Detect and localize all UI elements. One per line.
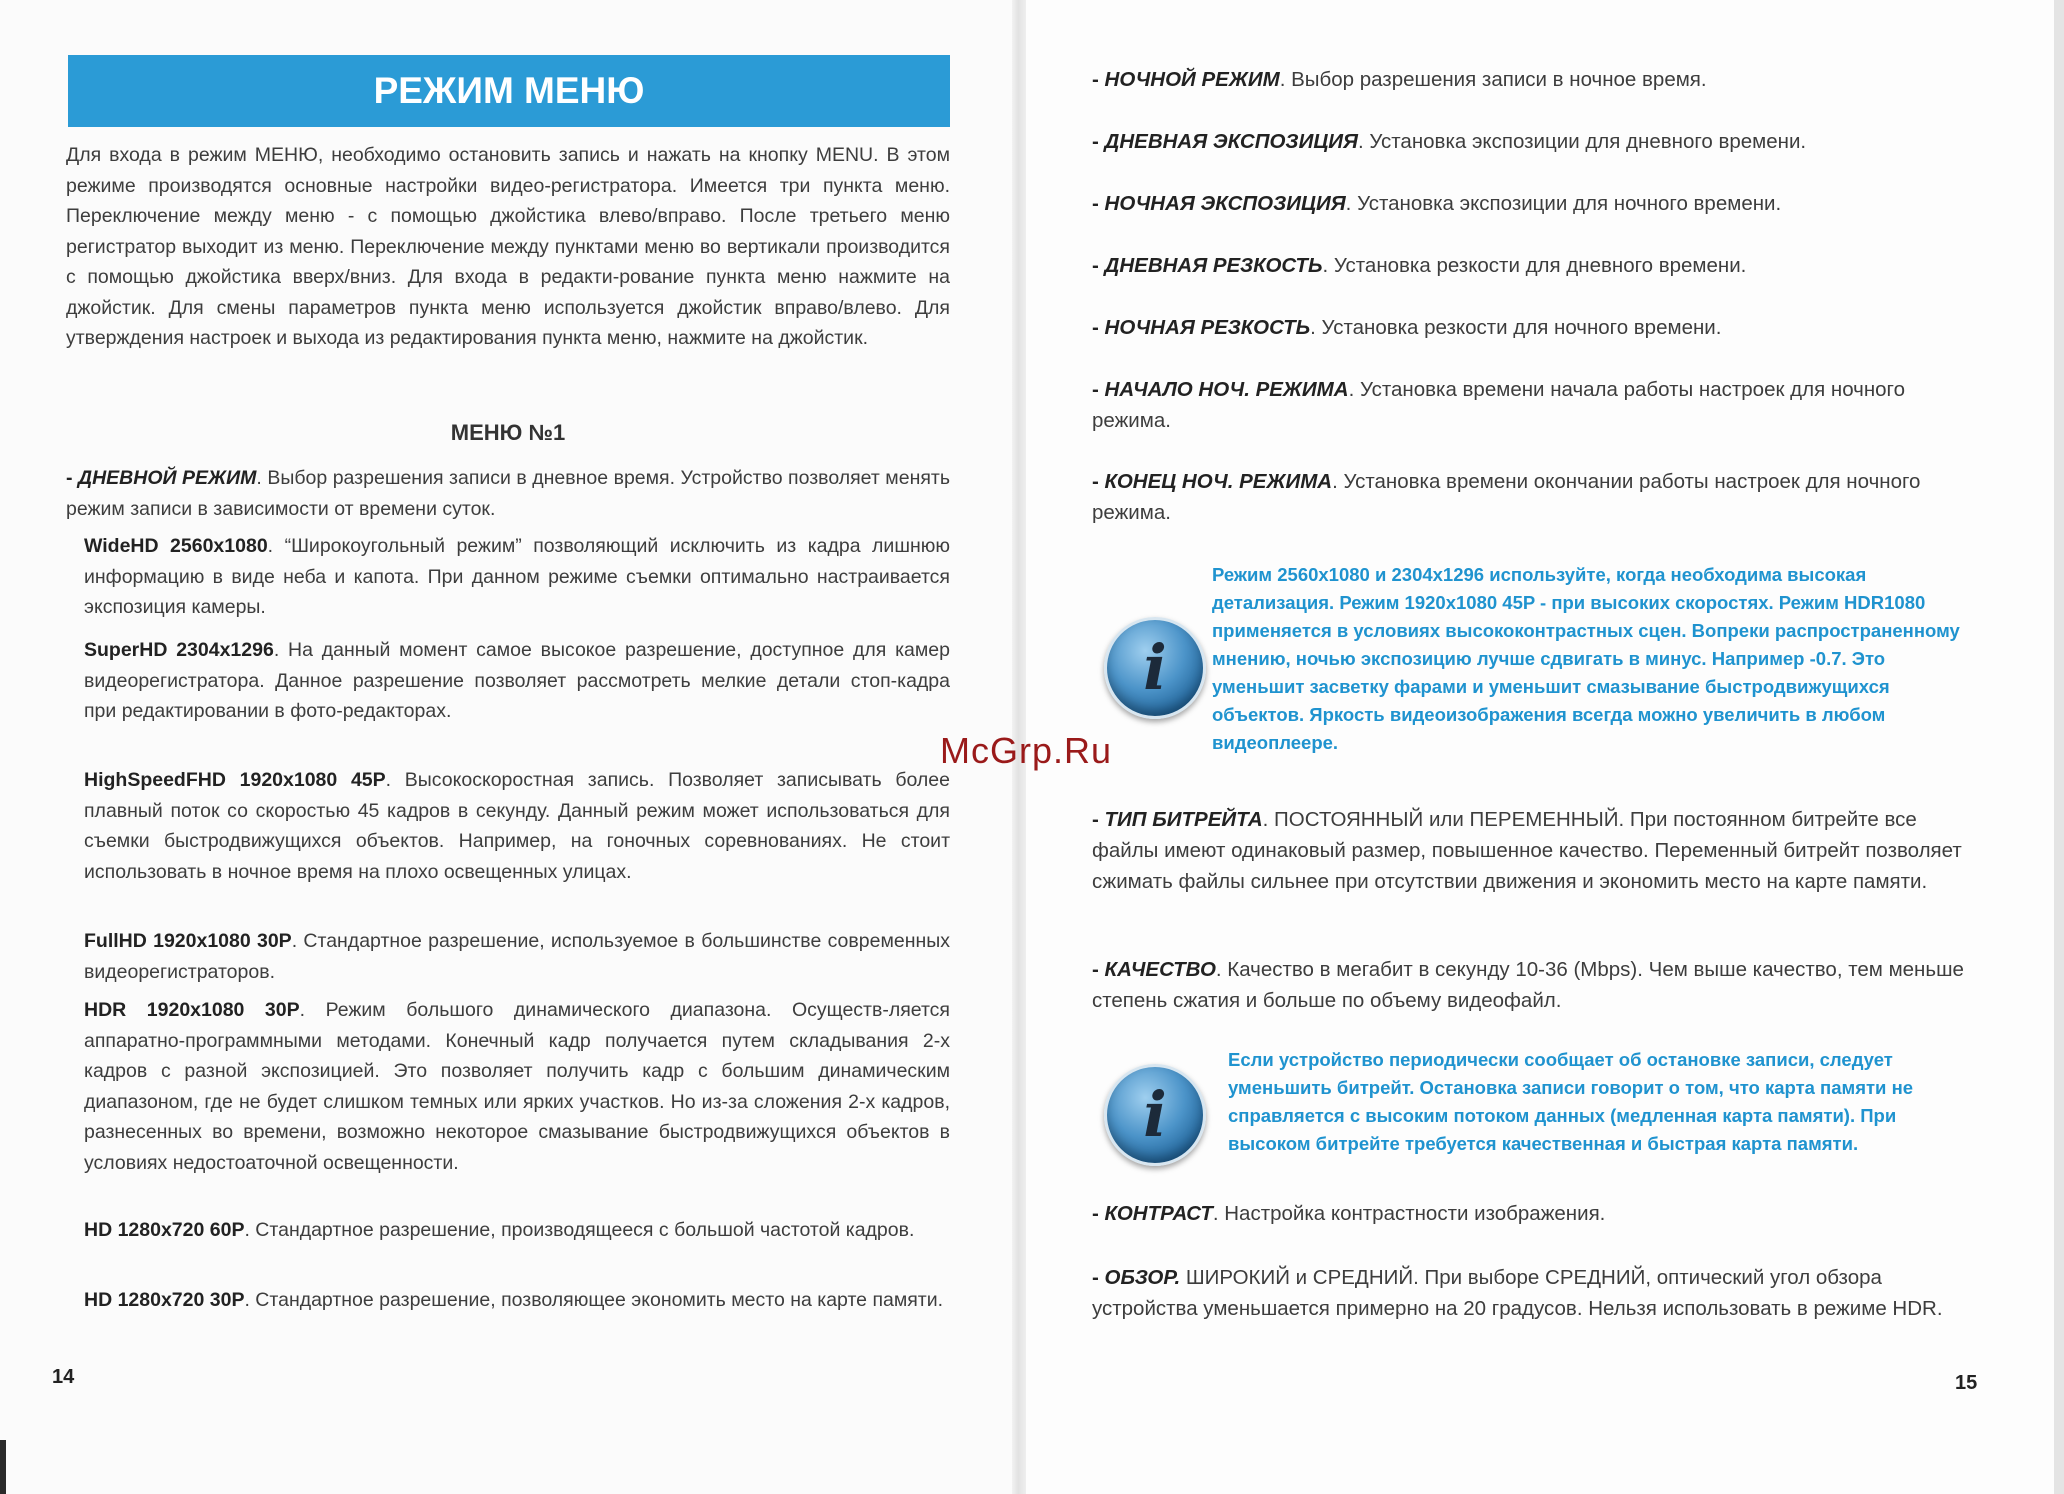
setting-text: . Установка времени начала работы настроек для ночного режима. (1092, 378, 1905, 432)
setting-night-mode (1092, 64, 1976, 95)
info-glyph: i (1143, 631, 1167, 704)
bullet-dash: - (1092, 470, 1105, 493)
info-note-resolution: Режим 2560x1080 и 2304x1296 используйте, когда необходима высокая детализация. Режим 1920x1080 45P - при высоких скоростях. Режим HDR1080 применяется в условиях высококонтрастных сцен. Вопреки распространенному мнению, ночью экспозицию лучше сдвигать в минус. Например -0.7. Это уменьшит засветку фарами и уменьшит смазывание быстродвижущихся объектов. Яркость видеоизображения всегда можно увеличить в любом видеоплеере. (1212, 564, 1960, 753)
mode-text: . Режим большого динамического диапазона. Осуществ-ляется аппаратно-программными методами. Конечный кадр получается путем складывания 2-х кадров с разной экспозицией. Это позволяет получить кадр с большим динамическим диапазоном, где не будет слишком темных или ярких участков. Но из-за сложения 2-х кадров, разнесенных во времени, возможно некоторое смазывание быстродвижущихся объектов в условиях недостоаточной освещенности. (84, 999, 950, 1174)
setting-text: . Качество в мегабит в секунду 10-36 (Mbps). Чем выше качество, тем меньше степень сжатия и больше по объему видеофайл. (1092, 958, 1964, 1012)
setting-bitrate-type (1092, 804, 1976, 897)
day-mode-text: . Выбор разрешения записи в дневное время. Устройство позволяет менять режим записи в зависимости от времени суток. (66, 467, 950, 520)
mode-name: WideHD 2560x1080 (84, 535, 268, 557)
mode-name: SuperHD 2304x1296 (84, 639, 274, 661)
setting-night-exposure (1092, 188, 1976, 219)
info-glyph: i (1143, 1078, 1167, 1151)
setting-text: . Выбор разрешения записи в ночное время. (1279, 68, 1707, 91)
watermark: McGrp.Ru (940, 730, 1113, 771)
setting-text: ШИРОКИЙ и СРЕДНИЙ. При выборе СРЕДНИЙ, оптический угол обзора устройства уменьшается примерно на 20 градусов. Нельзя использовать в режиме HDR. (1092, 1266, 1943, 1320)
mode-name: HD 1280x720 30P (84, 1289, 245, 1311)
mode-widehd (84, 531, 950, 623)
setting-quality (1092, 954, 1976, 1016)
mode-text: . Стандартное разрешение, используемое в большинстве современных видеорегистраторов. (84, 930, 950, 983)
mode-hd60 (84, 1215, 950, 1246)
mode-text: . Высокоскоростная запись. Позволяет записывать более плавный поток со скоростью 45 кадров в секунду. Данный режим может использоваться для съемки быстродвижущихся объектов. Например, на гоночных соревнованиях. Не стоит использовать в ночное время на плохо освещенных улицах. (84, 769, 950, 883)
mode-text: . “Широкоугольный режим” позволяющий исключить из кадра лишнюю информацию в виде неба и капота. При данном режиме съемки оптимально настраивается экспозиция камеры. (84, 535, 950, 618)
mode-name: FullHD 1920x1080 30P (84, 930, 292, 952)
setting-term: ТИП БИТРЕЙТА (1104, 808, 1263, 831)
bullet-dash: - (1092, 192, 1105, 215)
day-mode-paragraph (66, 463, 950, 524)
bullet-dash: - (1092, 130, 1105, 153)
page-number-right: 15 (1955, 1372, 1978, 1394)
mode-superhd (84, 635, 950, 727)
setting-text: . ПОСТОЯННЫЙ или ПЕРЕМЕННЫЙ. При постоянном битрейте все файлы имеют одинаковый размер, повышенное качество. Переменный битрейт позволяет сжимать файлы сильнее при отсутствии движения и экономить место на карте памяти. (1092, 808, 1962, 893)
bullet-dash: - (1092, 808, 1105, 831)
setting-term: КОНЕЦ НОЧ. РЕЖИМА (1104, 470, 1333, 493)
mode-name: HD 1280x720 60P (84, 1219, 245, 1241)
intro-paragraph: Для входа в режим МЕНЮ, необходимо остановить запись и нажать на кнопку MENU. В этом режиме производятся основные настройки видео-регистратора. Имеется три пункта меню. Переключение между меню - с помощью джойстика влево/вправо. После третьего меню регистратор выходит из меню. Переключение между пунктами меню во вертикали производится с помощью джойстика вверх/вниз. Для входа в редакти-рование пункта меню нажмите на джойстик. Для смены параметров пункта меню используется джойстик вправо/влево. Для утверждения настроек и выхода из редактирования пункта меню, нажмите на джойстик. (66, 144, 950, 349)
setting-night-end (1092, 466, 1976, 528)
setting-text: . Установка резкости для ночного времени. (1310, 316, 1722, 339)
setting-day-sharpness (1092, 250, 1976, 281)
mode-hdr (84, 995, 950, 1178)
setting-term: КОНТРАСТ (1104, 1202, 1213, 1225)
bullet-dash: - (1092, 254, 1105, 277)
page-title-banner: РЕЖИМ МЕНЮ (68, 55, 950, 127)
setting-term: ОБЗОР. (1104, 1266, 1181, 1289)
setting-text: . Установка времени окончании работы настроек для ночного режима. (1092, 470, 1921, 524)
page-edge (2054, 0, 2064, 1494)
setting-text: . Установка резкости для дневного времени. (1322, 254, 1747, 277)
setting-view-angle (1092, 1262, 1976, 1324)
bullet-dash: - (1092, 378, 1105, 401)
setting-night-sharpness (1092, 312, 1976, 343)
bullet-dash: - (1092, 1202, 1105, 1225)
setting-text: . Установка экспозиции для ночного времени. (1345, 192, 1782, 215)
page-edge-shadow (0, 1440, 6, 1494)
info-icon (1104, 1064, 1206, 1166)
bullet-dash: - (66, 467, 78, 489)
setting-text: . Настройка контрастности изображения. (1212, 1202, 1606, 1225)
setting-contrast (1092, 1198, 1976, 1229)
mode-text: . На данный момент самое высокое разрешение, доступное для камер видеорегистратора. Данное разрешение позволяет рассмотреть мелкие детали стоп-кадра при редактировании в фото-редакторах. (84, 639, 950, 722)
setting-term: ДНЕВНАЯ ЭКСПОЗИЦИЯ (1104, 130, 1358, 153)
setting-term: ДНЕВНАЯ РЕЗКОСТЬ (1104, 254, 1323, 277)
mode-fullhd (84, 926, 950, 987)
mode-text: . Стандартное разрешение, позволяющее экономить место на карте памяти. (244, 1289, 944, 1311)
bullet-dash: - (1092, 316, 1105, 339)
setting-term: НАЧАЛО НОЧ. РЕЖИМА (1104, 378, 1349, 401)
setting-night-start (1092, 374, 1976, 436)
section-heading-menu1: МЕНЮ №1 (450, 420, 566, 445)
setting-term: КАЧЕСТВО (1104, 958, 1216, 981)
mode-text: . Стандартное разрешение, производящееся с большой частотой кадров. (244, 1219, 915, 1241)
mode-hd30 (84, 1285, 950, 1316)
setting-term: НОЧНАЯ РЕЗКОСТЬ (1104, 316, 1311, 339)
setting-text: . Установка экспозиции для дневного времени. (1357, 130, 1807, 153)
bullet-dash: - (1092, 958, 1105, 981)
bullet-dash: - (1092, 1266, 1105, 1289)
mode-highspeedfhd (84, 765, 950, 887)
term-day-mode: ДНЕВНОЙ РЕЖИМ (78, 467, 257, 489)
setting-term: НОЧНОЙ РЕЖИМ (1104, 68, 1280, 91)
setting-term: НОЧНАЯ ЭКСПОЗИЦИЯ (1104, 192, 1346, 215)
bullet-dash: - (1092, 68, 1105, 91)
info-note-bitrate: Если устройство периодически сообщает об остановке записи, следует уменьшить битрейт. Остановка записи говорит о том, что карта памяти не справляется с высоким потоком данных (медленная карта памяти). При высоком битрейте требуется качественная и быстрая карта памяти. (1228, 1049, 1914, 1154)
info-icon (1104, 617, 1206, 719)
setting-day-exposure (1092, 126, 1976, 157)
mode-name: HighSpeedFHD 1920x1080 45P (84, 769, 386, 791)
page-number-left: 14 (52, 1366, 75, 1388)
mode-name: HDR 1920x1080 30P (84, 999, 300, 1021)
